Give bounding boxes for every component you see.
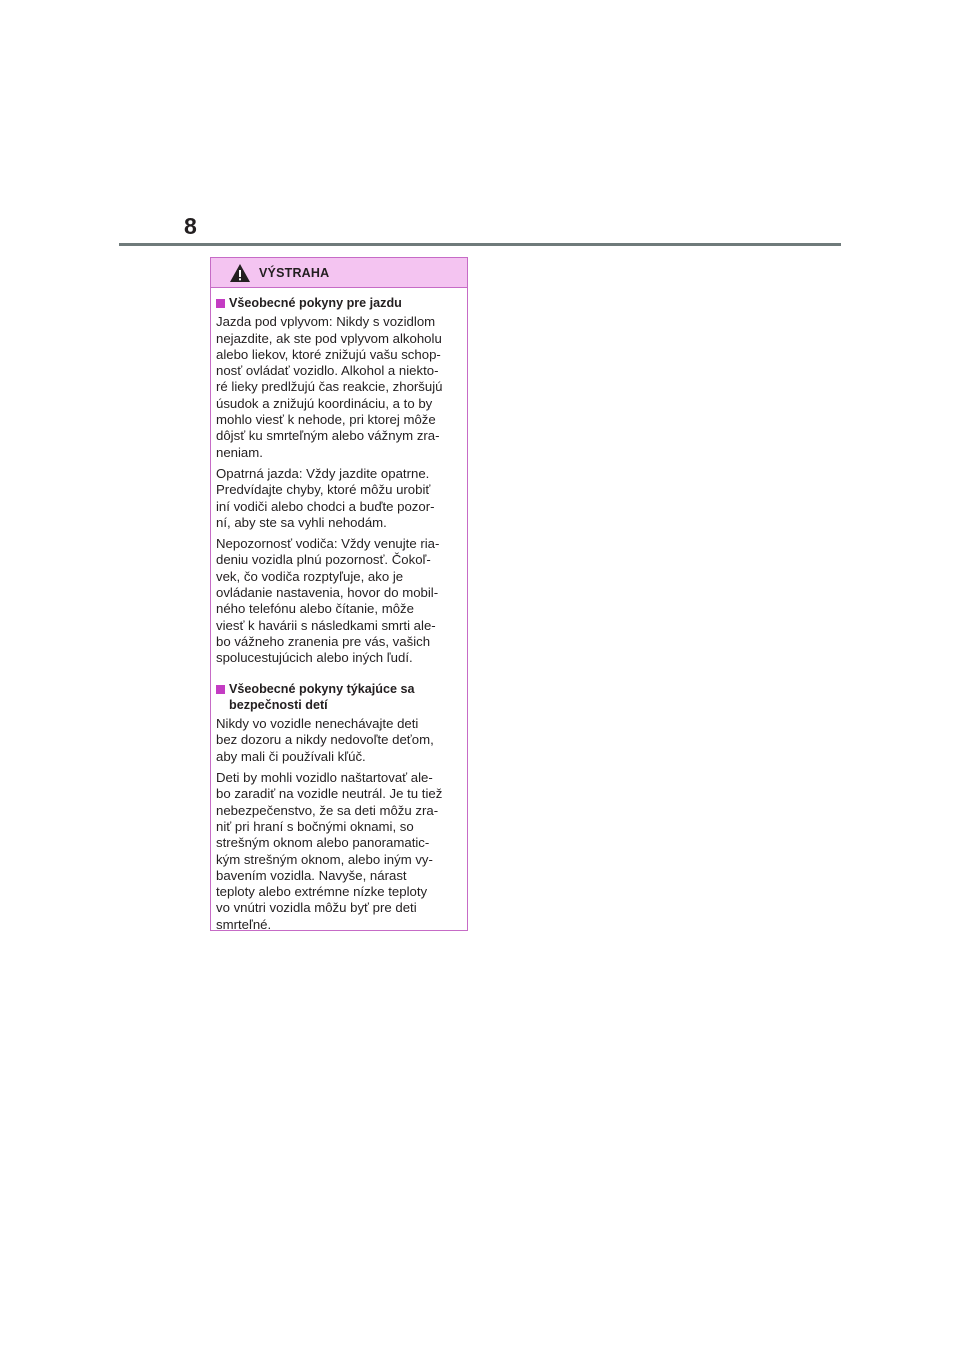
warning-triangle-icon bbox=[229, 263, 251, 283]
bullet-square-icon bbox=[216, 685, 225, 694]
section-heading-text: Všeobecné pokyny týkajúce sa bezpečnosti detí bbox=[229, 681, 415, 712]
section-driving bbox=[216, 295, 461, 667]
section-heading-text: Všeobecné pokyny pre jazdu bbox=[229, 296, 402, 310]
paragraph: Deti by mohli vozidlo naštartovať ale- bo zaradiť na vozidle neutrál. Je tu tiež nebezpečenstvo, že sa deti môžu zra- niť pri hraní s bočnými oknami, so strešným oknom alebo panoramatic- kým strešným oknom, alebo iným vy- bavením vozidla. Navyše, nárast teploty alebo extrémne nízke teploty vo vnútri vozidla môžu byť pre deti smrteľné. bbox=[216, 770, 443, 932]
warning-title: VÝSTRAHA bbox=[259, 265, 330, 280]
section-heading bbox=[216, 295, 461, 311]
section-heading bbox=[216, 681, 461, 714]
section-children bbox=[216, 681, 461, 933]
paragraph: Opatrná jazda: Vždy jazdite opatrne. Predvídajte chyby, ktoré môžu urobiť iní vodiči alebo chodci a buďte pozor- ní, aby ste sa vyhli nehodám. bbox=[216, 465, 435, 530]
warning-content bbox=[211, 288, 467, 933]
paragraph: Nepozornosť vodiča: Vždy venujte ria- deniu vozidla plnú pozornosť. Čokoľ- vek, čo vodiča rozptyľuje, ako je ovládanie nastavenia, hovor do mobil- ného telefónu alebo čítanie, môže viesť k havárii s následkami smrti ale- bo vážneho zranenia pre vás, vašich spolucestujúcich alebo iných ľudí. bbox=[216, 536, 440, 666]
warning-box bbox=[210, 257, 468, 931]
section-gap bbox=[216, 672, 461, 678]
page-number: 8 bbox=[184, 213, 197, 239]
paragraph: Nikdy vo vozidle nenechávajte deti bez dozoru a nikdy nedovoľte deťom, aby mali či používali kľúč. bbox=[216, 716, 434, 764]
paragraph: Jazda pod vplyvom: Nikdy s vozidlom nejazdite, ak ste pod vplyvom alkoholu alebo liekov, ktoré znižujú vašu schop- nosť ovládať vozidlo. Alkohol a niekto- ré lieky predlžujú čas reakcie, zhoršujú úsudok a znižujú koordináciu, a to by mohlo viesť k nehode, pri ktorej môže dôjsť ku smrteľným alebo vážnym zra- neniam. bbox=[216, 314, 443, 460]
bullet-square-icon bbox=[216, 299, 225, 308]
warning-header bbox=[211, 258, 467, 288]
header-rule bbox=[119, 243, 841, 246]
